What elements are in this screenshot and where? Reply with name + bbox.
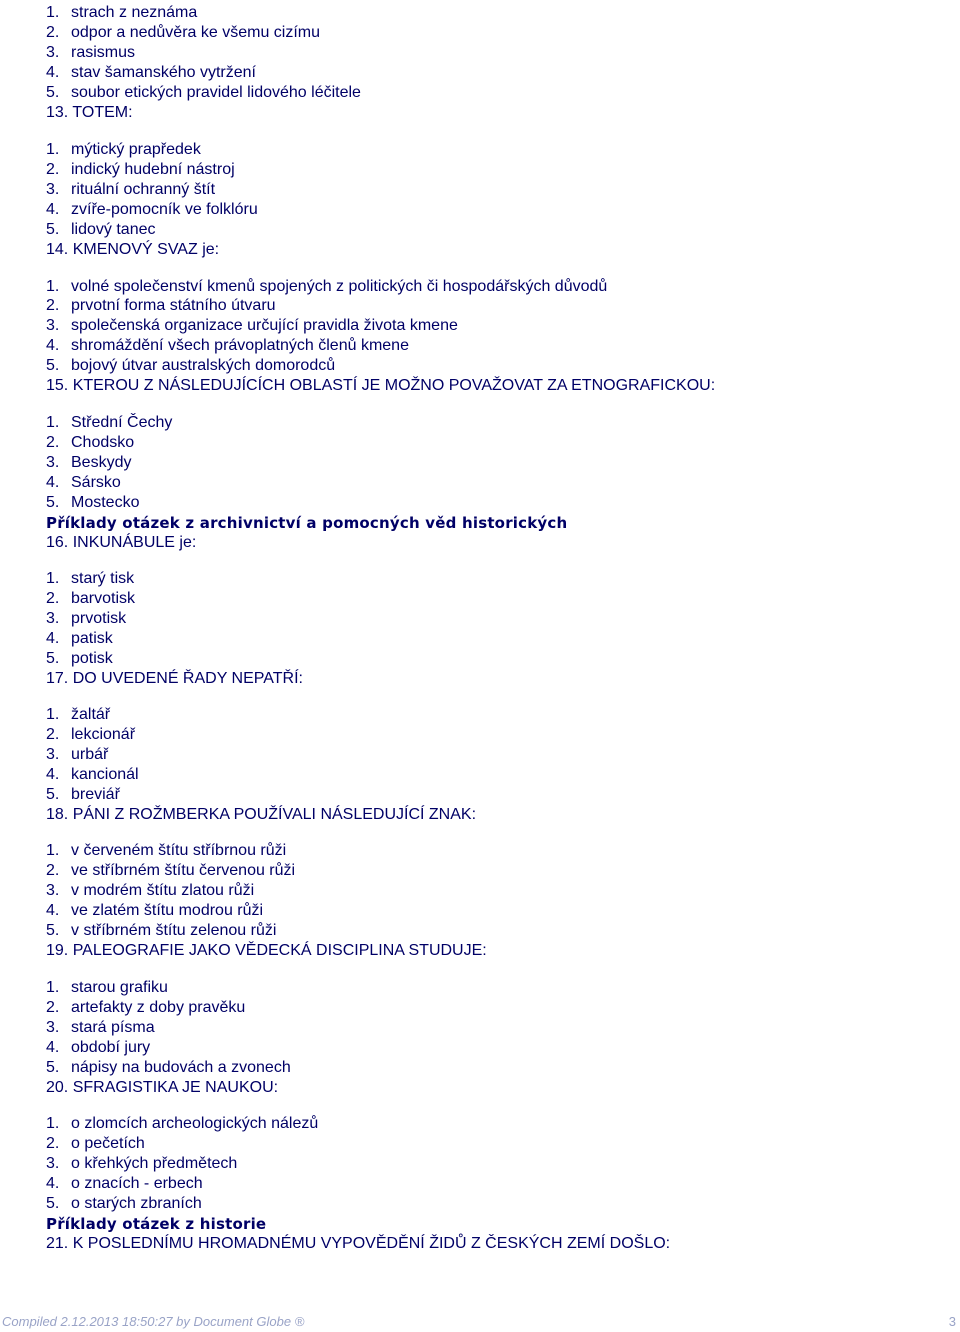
answer-option (46, 589, 135, 609)
answer-option (46, 3, 197, 23)
answer-option (46, 765, 139, 785)
answer-option (46, 473, 121, 493)
answer-option (46, 705, 110, 725)
option-number: 4. (46, 1039, 60, 1056)
option-number: 2. (46, 434, 60, 451)
question-text: 14. KMENOVÝ SVAZ je: (46, 241, 220, 258)
option-number: 1. (46, 979, 60, 996)
option-text: breviář (71, 786, 120, 803)
option-text: o znacích - erbech (71, 1175, 203, 1192)
option-text: lidový tanec (71, 221, 156, 238)
answer-option (46, 1114, 318, 1134)
footer-compiled-text: Compiled 2.12.2013 18:50:27 by Document Globe ® (2, 1314, 305, 1329)
option-number: 1. (46, 570, 60, 587)
option-number: 1. (46, 4, 60, 21)
option-number: 3. (46, 44, 60, 61)
question-text: 17. DO UVEDENÉ ŘADY NEPATŘÍ: (46, 670, 303, 687)
answer-option (46, 725, 135, 745)
answer-option (46, 649, 113, 669)
option-number: 1. (46, 1115, 60, 1132)
question-text: 20. SFRAGISTIKA JE NAUKOU: (46, 1079, 279, 1096)
answer-option (46, 881, 254, 901)
option-text: ve zlatém štítu modrou růži (71, 902, 264, 919)
answer-option (46, 413, 172, 433)
section-heading: Příklady otázek z historie (46, 1215, 267, 1233)
answer-option (46, 277, 607, 297)
option-number: 4. (46, 64, 60, 81)
option-text: Střední Čechy (71, 414, 173, 431)
answer-option (46, 140, 201, 160)
option-number: 4. (46, 201, 60, 218)
option-number: 3. (46, 181, 60, 198)
answer-option (46, 569, 134, 589)
option-text: prvotní forma státního útvaru (71, 297, 276, 314)
option-text: o zlomcích archeologických nálezů (71, 1115, 319, 1132)
option-text: stav šamanského vytržení (71, 64, 256, 81)
option-number: 1. (46, 414, 60, 431)
option-text: starý tisk (71, 570, 135, 587)
option-text: Sársko (71, 474, 121, 491)
option-text: indický hudební nástroj (71, 161, 235, 178)
answer-option (46, 296, 276, 316)
option-text: žaltář (71, 706, 111, 723)
option-number: 5. (46, 221, 60, 238)
option-text: strach z neznáma (71, 4, 198, 21)
question-text: 18. PÁNI Z ROŽMBERKA POUŽÍVALI NÁSLEDUJÍCÍ ZNAK: (46, 806, 477, 823)
answer-option (46, 998, 245, 1018)
option-text: odpor a nedůvěra ke všemu cizímu (71, 24, 321, 41)
option-number: 3. (46, 1019, 60, 1036)
option-number: 4. (46, 474, 60, 491)
answer-option (46, 316, 458, 336)
option-text: starou grafiku (71, 979, 168, 996)
option-text: společenská organizace určující pravidla života kmene (71, 317, 458, 334)
option-text: nápisy na budovách a zvonech (71, 1059, 291, 1076)
option-text: o starých zbraních (71, 1195, 202, 1212)
option-number: 2. (46, 1135, 60, 1152)
answer-option (46, 493, 139, 513)
option-text: Mostecko (71, 494, 140, 511)
option-text: barvotisk (71, 590, 136, 607)
answer-option (46, 1194, 202, 1214)
answer-option (46, 861, 295, 881)
option-text: období jury (71, 1039, 151, 1056)
option-number: 1. (46, 706, 60, 723)
option-text: v stříbrném štítu zelenou růži (71, 922, 277, 939)
answer-option (46, 745, 108, 765)
question-text: 21. K POSLEDNÍMU HROMADNÉMU VYPOVĚDĚNÍ ŽIDŮ Z ČESKÝCH ZEMÍ DOŠLO: (46, 1235, 671, 1252)
answer-option (46, 1018, 155, 1038)
answer-option (46, 1038, 150, 1058)
answer-option (46, 1134, 145, 1154)
option-number: 2. (46, 24, 60, 41)
question-text: 19. PALEOGRAFIE JAKO VĚDECKÁ DISCIPLINA STUDUJE: (46, 942, 487, 959)
answer-option (46, 1174, 203, 1194)
answer-option (46, 609, 126, 629)
option-number: 2. (46, 862, 60, 879)
option-number: 2. (46, 726, 60, 743)
option-number: 5. (46, 786, 60, 803)
option-number: 1. (46, 278, 60, 295)
answer-option (46, 921, 276, 941)
option-text: urbář (71, 746, 109, 763)
answer-option (46, 63, 256, 83)
option-number: 1. (46, 141, 60, 158)
option-text: rasismus (71, 44, 136, 61)
option-text: artefakty z doby pravěku (71, 999, 246, 1016)
option-number: 3. (46, 454, 60, 471)
answer-option (46, 83, 361, 103)
question-text: 16. INKUNÁBULE je: (46, 534, 197, 551)
option-number: 4. (46, 630, 60, 647)
answer-option (46, 180, 215, 200)
option-number: 5. (46, 494, 60, 511)
option-number: 2. (46, 590, 60, 607)
option-text: Chodsko (71, 434, 135, 451)
option-text: potisk (71, 650, 113, 667)
option-number: 2. (46, 161, 60, 178)
answer-option (46, 629, 113, 649)
answer-option (46, 336, 409, 356)
question-text: 13. TOTEM: (46, 104, 133, 121)
option-text: rituální ochranný štít (71, 181, 216, 198)
option-number: 3. (46, 1155, 60, 1172)
answer-option (46, 433, 134, 453)
option-number: 2. (46, 999, 60, 1016)
option-text: Beskydy (71, 454, 132, 471)
option-text: o křehkých předmětech (71, 1155, 238, 1172)
option-number: 4. (46, 902, 60, 919)
option-text: stará písma (71, 1019, 155, 1036)
option-number: 3. (46, 610, 60, 627)
option-text: soubor etických pravidel lidového léčitele (71, 84, 361, 101)
option-number: 5. (46, 1059, 60, 1076)
option-text: prvotisk (71, 610, 127, 627)
option-number: 1. (46, 842, 60, 859)
answer-option (46, 841, 286, 861)
option-number: 2. (46, 297, 60, 314)
option-text: shromáždění všech právoplatných členů kmene (71, 337, 409, 354)
answer-option (46, 978, 168, 998)
option-text: v modrém štítu zlatou růži (71, 882, 255, 899)
question-text: 15. KTEROU Z NÁSLEDUJÍCÍCH OBLASTÍ JE MOŽNO POVAŽOVAT ZA ETNOGRAFICKOU: (46, 377, 716, 394)
option-number: 4. (46, 337, 60, 354)
option-number: 5. (46, 84, 60, 101)
answer-option (46, 200, 258, 220)
option-number: 5. (46, 650, 60, 667)
answer-option (46, 901, 263, 921)
option-number: 4. (46, 1175, 60, 1192)
option-text: v červeném štítu stříbrnou růži (71, 842, 287, 859)
option-number: 5. (46, 1195, 60, 1212)
page-number: 3 (948, 1314, 956, 1329)
option-number: 3. (46, 746, 60, 763)
option-text: lekcionář (71, 726, 136, 743)
option-number: 3. (46, 882, 60, 899)
option-text: patisk (71, 630, 113, 647)
option-number: 5. (46, 357, 60, 374)
answer-option (46, 220, 156, 240)
answer-option (46, 1154, 237, 1174)
option-text: volné společenství kmenů spojených z politických či hospodářských důvodů (71, 278, 608, 295)
option-text: bojový útvar australských domorodců (71, 357, 336, 374)
option-text: zvíře-pomocník ve folklóru (71, 201, 258, 218)
option-number: 3. (46, 317, 60, 334)
option-text: o pečetích (71, 1135, 145, 1152)
option-text: mýtický prapředek (71, 141, 201, 158)
answer-option (46, 43, 135, 63)
answer-option (46, 356, 335, 376)
option-number: 4. (46, 766, 60, 783)
option-text: ve stříbrném štítu červenou růži (71, 862, 296, 879)
section-heading: Příklady otázek z archivnictví a pomocných věd historických (46, 514, 568, 532)
answer-option (46, 453, 131, 473)
answer-option (46, 23, 320, 43)
answer-option (46, 1058, 291, 1078)
option-text: kancionál (71, 766, 139, 783)
answer-option (46, 160, 235, 180)
answer-option (46, 785, 120, 805)
option-number: 5. (46, 922, 60, 939)
